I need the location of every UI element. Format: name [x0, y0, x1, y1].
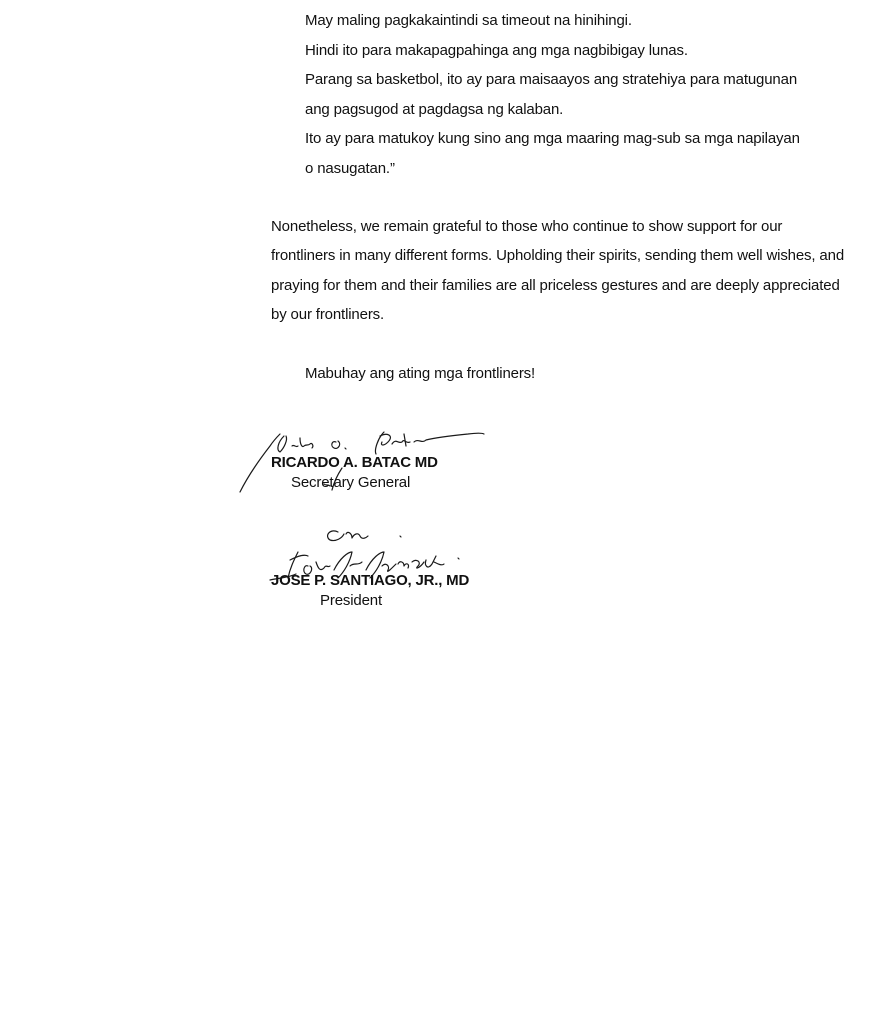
quote-line-6: o nasugatan.”	[305, 160, 395, 177]
signatory-1-title: Secretary General	[291, 474, 411, 491]
quote-line-2: Hindi ito para makapagpahinga ang mga nagbibigay lunas.	[305, 42, 688, 59]
signatory-2-title: President	[320, 592, 383, 609]
quote-line-5: Ito ay para matukoy kung sino ang mga maaring mag-sub sa mga napilayan	[305, 130, 800, 147]
gratitude-line-3: praying for them and their families are all priceless gestures and are deeply appreciated	[271, 277, 840, 294]
gratitude-line-1: Nonetheless, we remain grateful to those who continue to show support for our	[271, 218, 783, 235]
quote-line-1: May maling pagkakaintindi sa timeout na hinihingi.	[305, 12, 632, 29]
closing-line: Mabuhay ang ating mga frontliners!	[305, 365, 536, 382]
signatory-1-name: RICARDO A. BATAC MD	[271, 454, 438, 471]
gratitude-line-4: by our frontliners.	[271, 306, 385, 323]
signatory-2-name: JOSE P. SANTIAGO, JR., MD	[271, 572, 470, 589]
quote-line-3: Parang sa basketbol, ito ay para maisaayos ang stratehiya para matugunan	[305, 71, 798, 88]
quote-line-4: ang pagsugod at pagdagsa ng kalaban.	[305, 101, 564, 118]
gratitude-line-2: frontliners in many different forms. Upholding their spirits, sending them well wishes, and	[271, 247, 845, 264]
